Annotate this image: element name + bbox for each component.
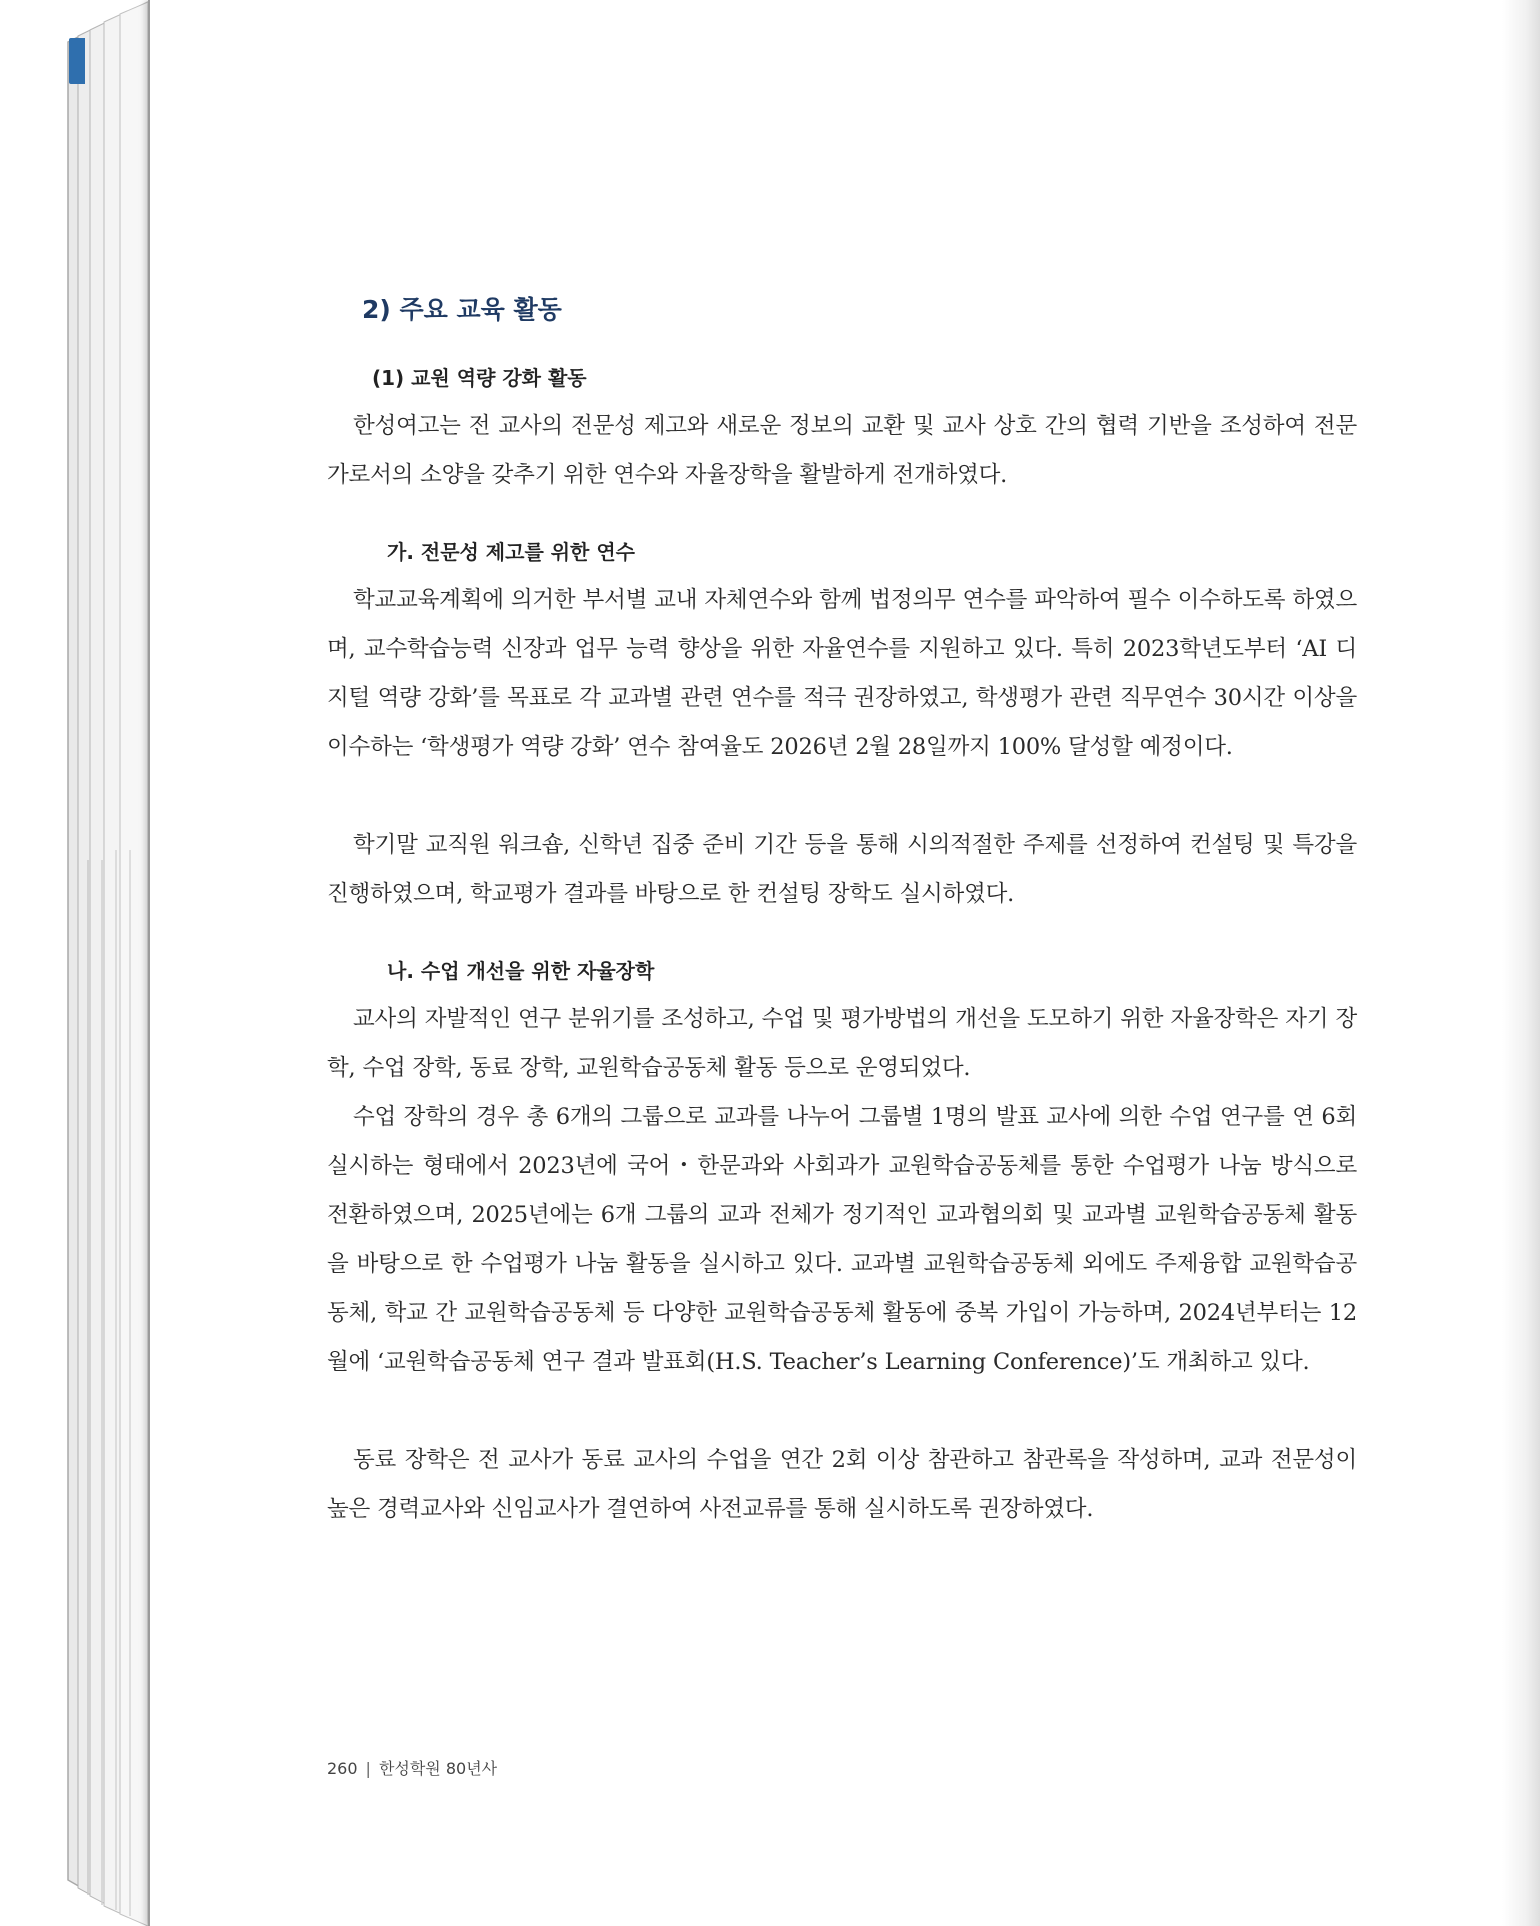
book-title: 한성학원 80년사 xyxy=(378,1759,498,1778)
footer-separator: | xyxy=(365,1759,371,1778)
blue-tab-marker xyxy=(69,38,85,84)
part-ga-paragraph-1: 학교교육계획에 의거한 부서별 교내 자체연수와 함께 법정의무 연수를 파악하여 필수 이수하도록 하였으며, 교수학습능력 신장과 업무 능력 향상을 위한 자율연수를 지원하고 있다. 특히 2023학년도부터 ‘AI 디지털 역량 강화’를 목표로 각 교과별 관련 연수를 적극 권장하였고, 학생평가 관련 직무연수 30시간 이상을 이수하는 ‘학생평가 역량 강화’ 연수 참여율도 2026년 2월 28일까지 100% 달성할 예정이다. xyxy=(327,587,1357,760)
part-ga-heading: 가. 전문성 제고를 위한 연수 xyxy=(387,540,635,564)
document-page xyxy=(148,0,1540,1926)
page-footer xyxy=(327,1756,497,1779)
part-na-paragraph-1: 교사의 자발적인 연구 분위기를 조성하고, 수업 및 평가방법의 개선을 도모하기 위한 자율장학은 자기 장학, 수업 장학, 동료 장학, 교원학습공동체 활동 등으로 운영되었다. xyxy=(327,1006,1357,1081)
part-ga-paragraph-2: 학기말 교직원 워크숍, 신학년 집중 준비 기간 등을 통해 시의적절한 주제를 선정하여 컨설팅 및 특강을 진행하였으며, 학교평가 결과를 바탕으로 한 컨설팅 장학도 실시하였다. xyxy=(327,832,1357,907)
part-na-paragraph-3: 동료 장학은 전 교사가 동료 교사의 수업을 연간 2회 이상 참관하고 참관록을 작성하며, 교과 전문성이 높은 경력교사와 신임교사가 결연하여 사전교류를 통해 실시하도록 권장하였다. xyxy=(327,1447,1357,1522)
section-heading: 2) 주요 교육 활동 xyxy=(362,295,562,324)
subsection-heading: (1) 교원 역량 강화 활동 xyxy=(372,366,587,390)
part-na-paragraph-2: 수업 장학의 경우 총 6개의 그룹으로 교과를 나누어 그룹별 1명의 발표 교사에 의한 수업 연구를 연 6회 실시하는 형태에서 2023년에 국어・한문과와 사회과가 교원학습공동체를 통한 수업평가 나눔 방식으로 전환하였으며, 2025년에는 6개 그룹의 교과 전체가 정기적인 교과협의회 및 교과별 교원학습공동체 활동을 바탕으로 한 수업평가 나눔 활동을 실시하고 있다. 교과별 교원학습공동체 외에도 주제융합 교원학습공동체, 학교 간 교원학습공동체 등 다양한 교원학습공동체 활동에 중복 가입이 가능하며, 2024년부터는 12월에 ‘교원학습공동체 연구 결과 발표회(H.S. Teacher’s Learning Conference)’도 개최하고 있다. xyxy=(327,1104,1357,1375)
part-na-heading: 나. 수업 개선을 위한 자율장학 xyxy=(387,959,655,983)
page-number: 260 xyxy=(327,1759,358,1778)
page-stack xyxy=(0,0,160,1926)
page-edge-shading xyxy=(1502,0,1540,1926)
intro-paragraph: 한성여고는 전 교사의 전문성 제고와 새로운 정보의 교환 및 교사 상호 간의 협력 기반을 조성하여 전문가로서의 소양을 갖추기 위한 연수와 자율장학을 활발하게 전개하였다. xyxy=(327,413,1357,488)
